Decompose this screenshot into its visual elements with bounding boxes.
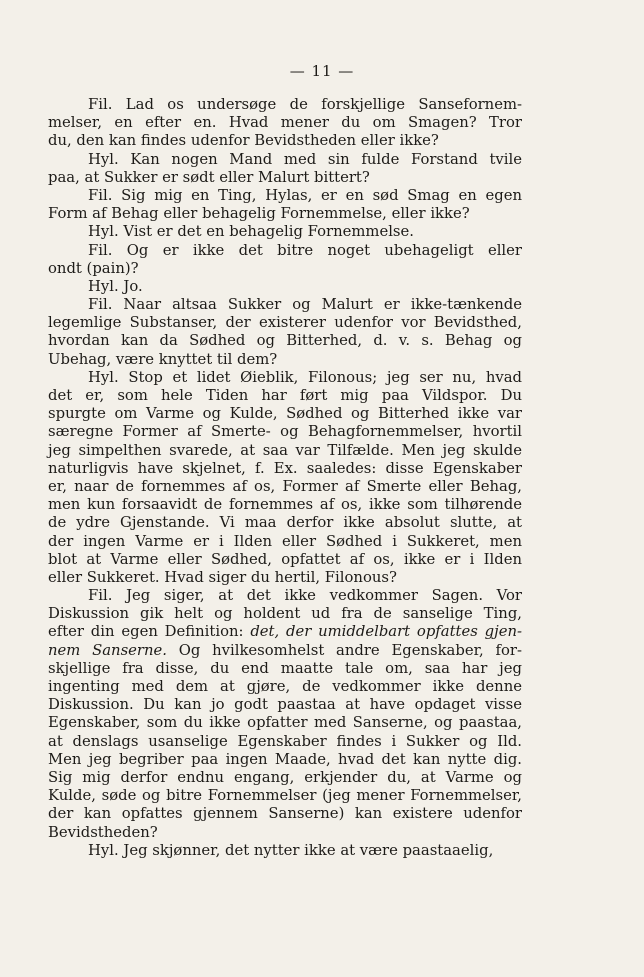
text-segment: blot at Varme eller Sødhed, opfattet af os, ikke er i Ilden (48, 550, 522, 568)
text-line (48, 587, 522, 605)
text-line (48, 623, 522, 641)
text-line (48, 678, 522, 696)
text-segment: Bevidstheden? (48, 823, 158, 841)
text-segment: Kulde, søde og bitre Fornemmelser (jeg mener Fornemmelser, (48, 787, 522, 805)
text-line (48, 223, 522, 241)
text-segment: særegne Former af Smerte- og Behagfornemmelser, hvortil (48, 423, 522, 441)
dialogue-text (48, 96, 522, 860)
text-line (48, 733, 522, 751)
text-line (48, 787, 522, 805)
text-segment: Men jeg begriber paa ingen Maade, hvad det kan nytte dig. (48, 750, 522, 768)
text-segment: efter din egen Definition: (48, 623, 251, 641)
text-line (48, 805, 522, 823)
text-line (48, 187, 522, 205)
text-line (48, 496, 522, 514)
text-segment: spurgte om Varme og Kulde, Sødhed og Bitterhed ikke var (48, 405, 522, 423)
text-segment: de ydre Gjenstande. Vi maa derfor ikke absolut slutte, at (48, 514, 522, 532)
text-segment: legemlige Substanser, der existerer udenfor vor Bevidsthed, (48, 314, 522, 332)
text-line (48, 114, 522, 132)
text-line (48, 423, 522, 441)
text-line (48, 314, 522, 332)
text-segment: Diskussion. Du kan jo godt paastaa at have opdaget visse (48, 696, 522, 714)
text-line (48, 369, 522, 387)
text-line (48, 605, 522, 623)
text-line (48, 478, 522, 496)
text-line (48, 569, 522, 587)
text-segment: Hyl. Kan nogen Mand med sin fulde Forstand tvile (88, 150, 522, 168)
text-segment: er, naar de fornemmes af os, Former af Smerte eller Behag, (48, 477, 522, 495)
text-segment: Fil. Sig mig en Ting, Hylas, er en sød Smag en egen (88, 186, 522, 204)
text-line (48, 278, 522, 296)
text-line (48, 442, 522, 460)
text-line (48, 296, 522, 314)
text-line (48, 696, 522, 714)
text-segment: Fil. Jeg siger, at det ikke vedkommer Sagen. Vor (88, 587, 522, 605)
text-segment: Fil. Og er ikke det bitre noget ubehageligt eller (88, 241, 522, 259)
text-segment: Hyl. Vist er det en behagelig Fornemmelse. (88, 223, 414, 241)
text-line (48, 132, 522, 150)
text-segment: Fil. Lad os undersøge de forskjellige Sansefornem- (88, 96, 522, 113)
text-segment: ondt (pain)? (48, 259, 139, 277)
text-line (48, 387, 522, 405)
text-segment: Diskussion gik helt og holdent ud fra de sanselige Ting, (48, 605, 522, 623)
text-segment: du, den kan findes udenfor Bevidstheden eller ikke? (48, 132, 439, 150)
text-line (48, 660, 522, 678)
text-segment: der ingen Varme er i Ilden eller Sødhed i Sukkeret, men (48, 532, 522, 550)
text-segment: Form af Behag eller behagelig Fornemmelse, eller ikke? (48, 205, 470, 223)
text-line (48, 751, 522, 769)
text-line (48, 242, 522, 260)
text-segment: Fil. Naar altsaa Sukker og Malurt er ikke-tænkende (88, 296, 522, 314)
text-line (48, 642, 522, 660)
text-line (48, 714, 522, 732)
text-segment: det er, som hele Tiden har ført mig paa Vildspor. Du (48, 387, 522, 404)
text-segment: Hyl. Jo. (88, 277, 143, 295)
text-segment: Og hvilkesomhelst andre Egenskaber, for- (166, 641, 522, 659)
text-segment: skjellige fra disse, du end maatte tale om, saa har jeg (48, 659, 522, 677)
text-segment: Ubehag, være knyttet til dem? (48, 350, 278, 368)
text-line (48, 824, 522, 842)
text-segment: Hyl. Jeg skjønner, det nytter ikke at være paastaaelig, (88, 841, 494, 859)
text-segment: naturligvis have skjelnet, f. Ex. saaledes: disse Egenskaber (48, 459, 522, 477)
text-segment: der kan opfattes gjennem Sanserne) kan existere udenfor (48, 805, 522, 823)
text-segment: Hyl. Stop et lidet Øieblik, Filonous; jeg ser nu, hvad (88, 368, 522, 386)
text-line (48, 351, 522, 369)
text-segment: eller Sukkeret. Hvad siger du hertil, Filonous? (48, 568, 397, 586)
text-line (48, 169, 522, 187)
text-line (48, 260, 522, 278)
text-line (48, 514, 522, 532)
text-segment: men kun forsaavidt de fornemmes af os, ikke som tilhørende (48, 496, 522, 514)
italic-quote: det, der umiddelbart opfattes gjen- (250, 623, 522, 641)
text-segment: ingenting med dem at gjøre, de vedkommer ikke denne (48, 678, 522, 695)
text-segment: hvordan kan da Sødhed og Bitterhed, d. v. s. Behag og (48, 332, 522, 350)
text-line (48, 332, 522, 350)
italic-quote: nem Sanserne. (48, 641, 167, 659)
text-line (48, 205, 522, 223)
text-segment: paa, at Sukker er sødt eller Malurt bittert? (48, 168, 370, 186)
text-segment: melser, en efter en. Hvad mener du om Smagen? Tror (48, 114, 522, 132)
text-line (48, 533, 522, 551)
text-segment: jeg simpelthen svarede, at saa var Tilfælde. Men jeg skulde (48, 441, 522, 459)
text-line (48, 96, 522, 114)
text-line (48, 842, 522, 860)
text-segment: at denslags usanselige Egenskaber findes i Sukker og Ild. (48, 732, 522, 750)
page-number-header: — 11 — (289, 62, 355, 80)
text-segment: Egenskaber, som du ikke opfatter med Sanserne, og paastaa, (48, 714, 522, 732)
text-segment: Sig mig derfor endnu engang, erkjender du, at Varme og (48, 768, 522, 786)
text-line (48, 460, 522, 478)
text-line (48, 769, 522, 787)
text-line (48, 551, 522, 569)
text-line (48, 405, 522, 423)
text-line (48, 151, 522, 169)
